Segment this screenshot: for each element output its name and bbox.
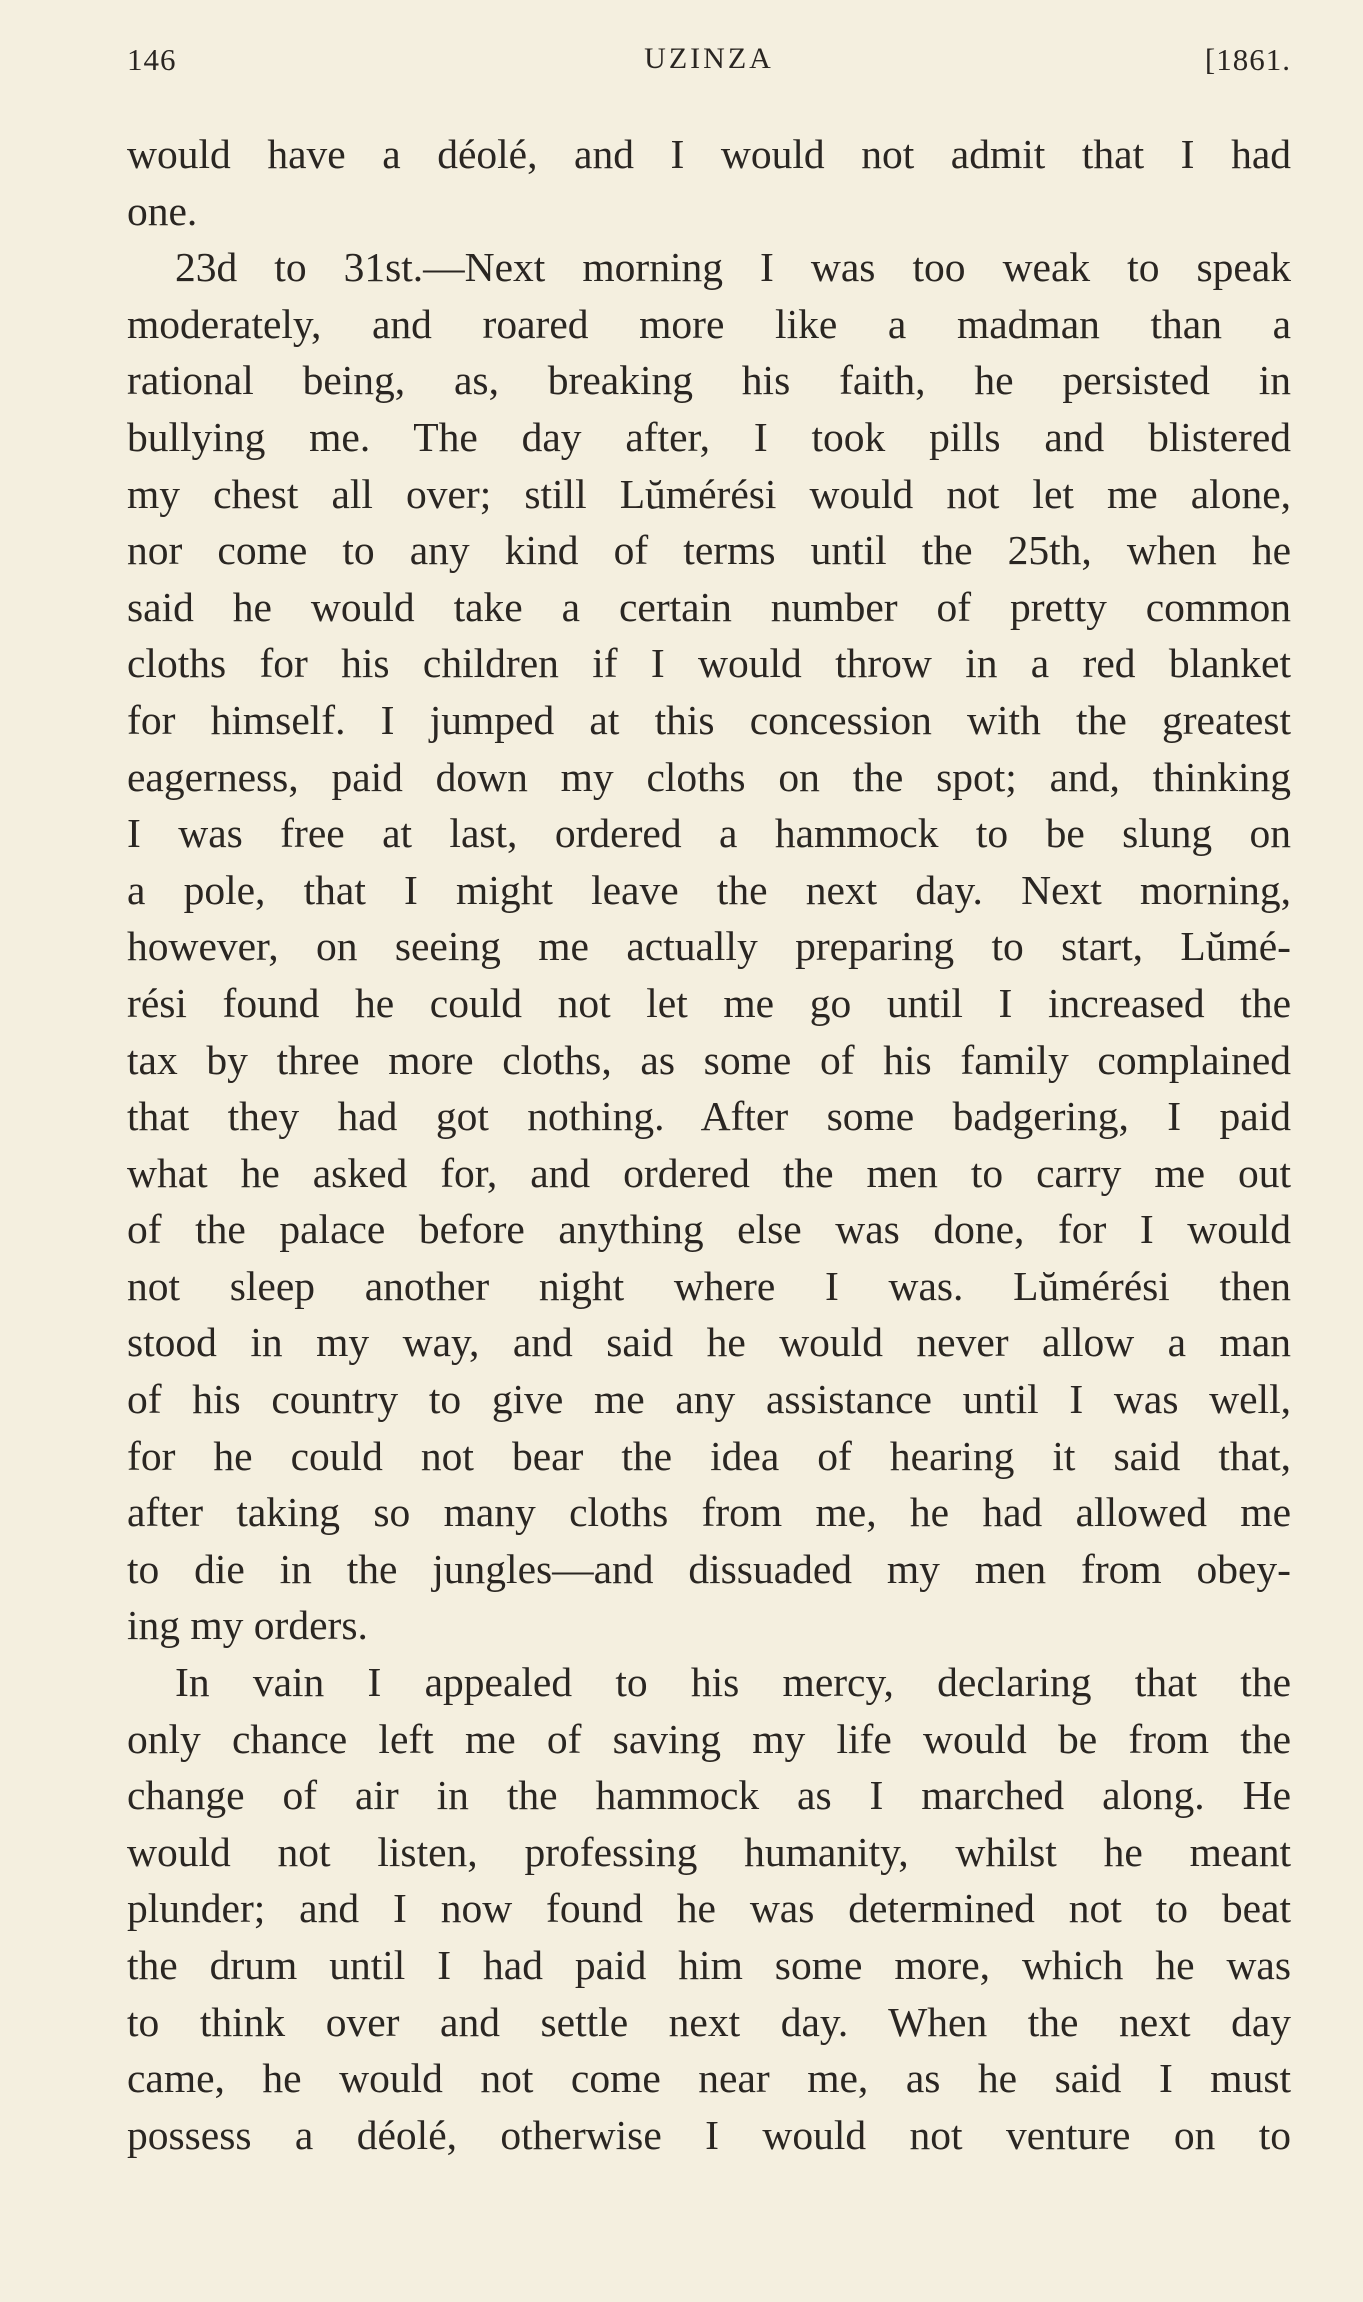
text-line: plunder; and I now found he was determined not to beat: [127, 1885, 1291, 1932]
text-line: moderately, and roared more like a madman than a: [127, 300, 1291, 347]
text-line: possess a déolé, otherwise I would not venture on to: [127, 2111, 1291, 2158]
running-title: UZINZA: [644, 42, 774, 75]
text-line: to die in the jungles—and dissuaded my men from obey-: [127, 1545, 1291, 1592]
text-line: came, he would not come near me, as he said I must: [127, 2055, 1291, 2102]
text-line: tax by three more cloths, as some of his family complained: [127, 1036, 1291, 1083]
text-line: rési found he could not let me go until I increased the: [127, 979, 1291, 1026]
text-line: after taking so many cloths from me, he had allowed me: [127, 1489, 1291, 1536]
text-line: In vain I appealed to his mercy, declaring that the: [175, 1659, 1291, 1706]
text-line: cloths for his children if I would throw in a red blanket: [127, 640, 1291, 687]
text-line: I was free at last, ordered a hammock to be slung on: [127, 810, 1291, 857]
text-line: eagerness, paid down my cloths on the spot; and, thinking: [127, 753, 1291, 800]
text-line: of the palace before anything else was done, for I would: [127, 1206, 1291, 1253]
text-line: a pole, that I might leave the next day. Next morning,: [127, 866, 1291, 913]
text-line: for himself. I jumped at this concession with the greatest: [127, 696, 1291, 743]
text-line: said he would take a certain number of pretty common: [127, 583, 1291, 630]
text-line: ing my orders.: [127, 1602, 368, 1649]
text-line: the drum until I had paid him some more, which he was: [127, 1942, 1291, 1988]
text-line: however, on seeing me actually preparing to start, Lŭmé-: [127, 923, 1291, 970]
text-line: would not listen, professing humanity, whilst he meant: [127, 1828, 1291, 1875]
text-line: 23d to 31st.—Next morning I was too weak to speak: [175, 244, 1291, 291]
text-line: for he could not bear the idea of hearing it said that,: [127, 1432, 1291, 1479]
text-line: stood in my way, and said he would never allow a man: [127, 1319, 1291, 1366]
text-line: of his country to give me any assistance until I was well,: [127, 1376, 1291, 1423]
text-line: nor come to any kind of terms until the 25th, when he: [127, 527, 1291, 574]
running-head: [127, 42, 1291, 92]
text-line: what he asked for, and ordered the men to carry me out: [127, 1149, 1291, 1196]
text-line: would have a déolé, and I would not admit that I had: [127, 131, 1291, 177]
text-line: one.: [127, 187, 198, 234]
text-line: not sleep another night where I was. Lŭmérési then: [127, 1262, 1291, 1309]
page-number: 146: [127, 42, 177, 77]
text-line: only chance left me of saving my life would be from the: [127, 1715, 1291, 1762]
text-line: change of air in the hammock as I marched along. He: [127, 1772, 1291, 1819]
text-line: my chest all over; still Lŭmérési would not let me alone,: [127, 470, 1291, 517]
running-year: [1861.: [1204, 42, 1291, 77]
text-line: to think over and settle next day. When the next day: [127, 1998, 1291, 2045]
body-text: [127, 126, 1291, 2163]
text-line: rational being, as, breaking his faith, he persisted in: [127, 357, 1291, 404]
text-line: bullying me. The day after, I took pills and blistered: [127, 413, 1291, 460]
text-line: that they had got nothing. After some badgering, I paid: [127, 1093, 1291, 1140]
